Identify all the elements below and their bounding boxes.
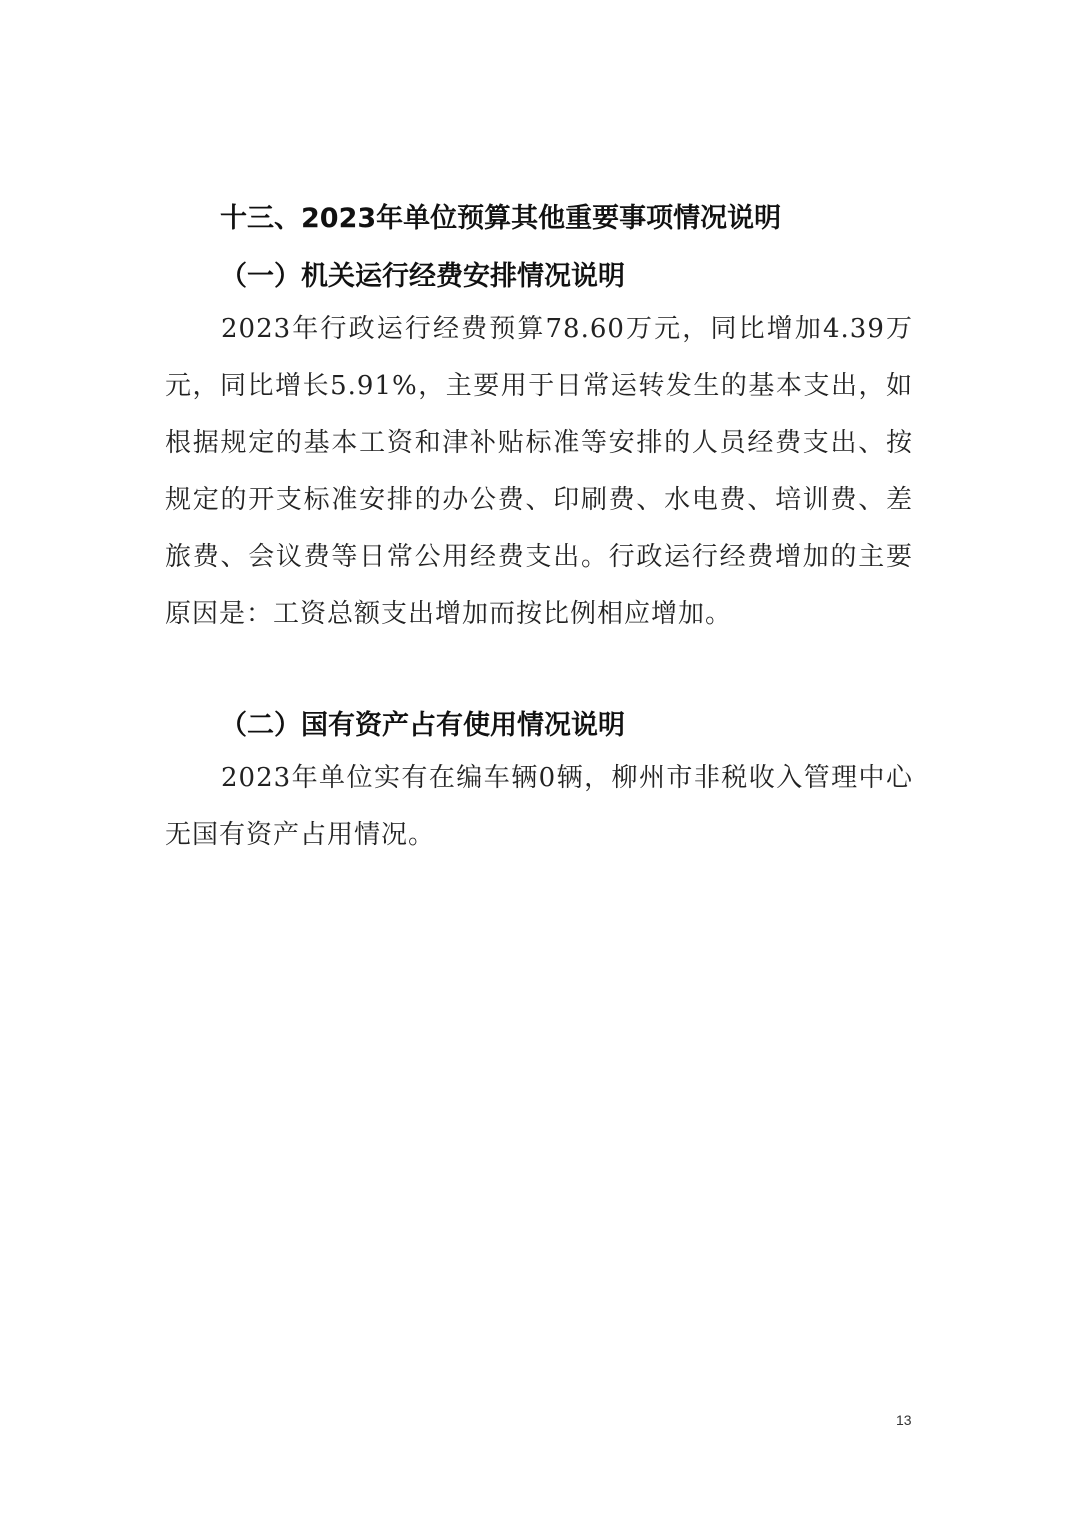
page-number: 13 [896, 1412, 912, 1428]
state-assets-paragraph: 2023年单位实有在编车辆0辆，柳州市非税收入管理中心无国有资产占用情况。 [165, 763, 913, 850]
running-costs-paragraph: 2023年行政运行经费预算78.60万元，同比增加4.39万元，同比增长5.91%，主要用于日常运转发生的基本支出，如根据规定的基本工资和津补贴标准等安排的人员经费支出、按规定的开支标准安排的办公费、印刷费、水电费、培训费、差旅费、会议费等日常公用经费支出。行政运行经费增加的主要原因是：工资总额支出增加而按比例相应增加。 [165, 314, 913, 629]
subsection-heading-state-assets: （二）国有资产占有使用情况说明 [220, 710, 625, 741]
section-heading: 十三、2023年单位预算其他重要事项情况说明 [220, 203, 782, 234]
subsection-heading-running-costs: （一）机关运行经费安排情况说明 [220, 261, 625, 292]
